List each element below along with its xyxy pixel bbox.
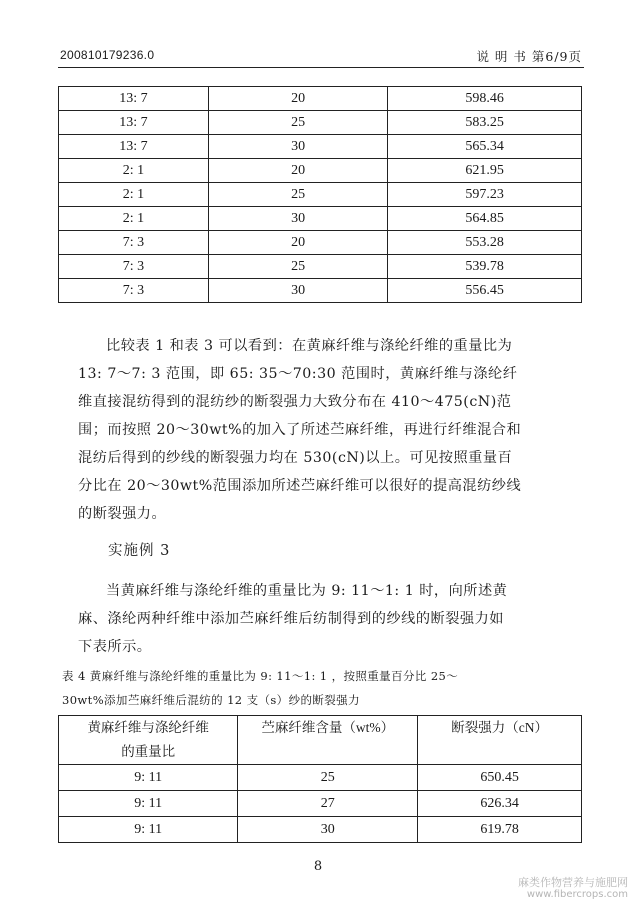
table-4-caption bbox=[62, 664, 584, 712]
ratio-cell: 7: 3 bbox=[59, 231, 209, 255]
ramie-content-cell: 20 bbox=[208, 87, 388, 111]
table-row bbox=[59, 183, 582, 207]
table-3-continued bbox=[58, 86, 582, 303]
ramie-content-cell: 30 bbox=[208, 279, 388, 303]
table-row bbox=[59, 279, 582, 303]
paragraph-line: 围；而按照 20～30wt%的加入了所述苎麻纤维，再进行纤维混合和 bbox=[78, 422, 522, 438]
watermark-url: www.fibercrops.com bbox=[526, 889, 628, 900]
paragraph-line: 当黄麻纤维与涤纶纤维的重量比为 9: 11～1: 1 时，向所述黄 bbox=[106, 583, 508, 599]
breaking-strength-cell: 597.23 bbox=[388, 183, 582, 207]
breaking-strength-cell: 598.46 bbox=[388, 87, 582, 111]
paragraph-line: 13: 7～7: 3 范围，即 65: 35～70:30 范围时，黄麻纤维与涤纶纤 bbox=[78, 366, 518, 382]
paragraph-line: 麻、涤纶两种纤维中添加苎麻纤维后纺制得到的纱线的断裂强力如 bbox=[78, 611, 504, 627]
breaking-strength-cell: 619.78 bbox=[418, 817, 582, 843]
breaking-strength-cell: 539.78 bbox=[388, 255, 582, 279]
table-row bbox=[59, 159, 582, 183]
breaking-strength-cell: 553.28 bbox=[388, 231, 582, 255]
ratio-cell: 2: 1 bbox=[59, 183, 209, 207]
watermark-text: 麻类作物营养与施肥网 bbox=[518, 876, 628, 889]
ratio-cell: 13: 7 bbox=[59, 135, 209, 159]
table-row bbox=[59, 87, 582, 111]
page-number: 8 bbox=[313, 859, 323, 874]
header-line: 黄麻纤维与涤纶纤维 bbox=[87, 720, 209, 735]
table-header-row bbox=[59, 716, 582, 765]
breaking-strength-cell: 650.45 bbox=[418, 765, 582, 791]
ramie-content-cell: 20 bbox=[208, 231, 388, 255]
table-row bbox=[59, 765, 582, 791]
ramie-content-cell: 20 bbox=[208, 159, 388, 183]
table-row bbox=[59, 135, 582, 159]
header-line: 的重量比 bbox=[121, 744, 176, 759]
table-row bbox=[59, 255, 582, 279]
ramie-content-cell: 30 bbox=[208, 135, 388, 159]
ramie-content-cell: 30 bbox=[238, 817, 418, 843]
breaking-strength-cell: 564.85 bbox=[388, 207, 582, 231]
ratio-cell: 2: 1 bbox=[59, 159, 209, 183]
breaking-strength-cell: 626.34 bbox=[418, 791, 582, 817]
ramie-content-cell: 30 bbox=[208, 207, 388, 231]
ratio-header bbox=[59, 716, 238, 765]
breaking-strength-cell: 565.34 bbox=[388, 135, 582, 159]
ratio-cell: 9: 11 bbox=[59, 791, 238, 817]
ramie-content-cell: 27 bbox=[238, 791, 418, 817]
ramie-content-header: 苎麻纤维含量（wt%） bbox=[238, 716, 418, 765]
breaking-strength-cell: 621.95 bbox=[388, 159, 582, 183]
table-row bbox=[59, 207, 582, 231]
paragraph-line: 混纺后得到的纱线的断裂强力均在 530(cN)以上。可见按照重量百 bbox=[78, 450, 513, 466]
ramie-content-cell: 25 bbox=[208, 111, 388, 135]
breaking-strength-cell: 556.45 bbox=[388, 279, 582, 303]
page-header-label bbox=[476, 47, 582, 65]
table-row bbox=[59, 791, 582, 817]
ramie-content-cell: 25 bbox=[208, 255, 388, 279]
ratio-cell: 7: 3 bbox=[59, 255, 209, 279]
example-3-heading: 实施例 3 bbox=[108, 543, 171, 559]
comparison-paragraph bbox=[78, 332, 582, 528]
section-title: 说 明 书 bbox=[476, 49, 527, 64]
page-indicator: 第6/9页 bbox=[531, 49, 582, 64]
table-row bbox=[59, 231, 582, 255]
ratio-cell: 2: 1 bbox=[59, 207, 209, 231]
example-3-paragraph bbox=[78, 577, 582, 661]
ramie-content-cell: 25 bbox=[238, 765, 418, 791]
paragraph-line: 比较表 1 和表 3 可以看到：在黄麻纤维与涤纶纤维的重量比为 bbox=[106, 338, 513, 354]
paragraph-line: 的断裂强力。 bbox=[78, 506, 167, 522]
paragraph-line: 维直接混纺得到的混纺纱的断裂强力大致分布在 410～475(cN)范 bbox=[78, 394, 512, 410]
breaking-strength-cell: 583.25 bbox=[388, 111, 582, 135]
ramie-content-cell: 25 bbox=[208, 183, 388, 207]
paragraph-line: 下表所示。 bbox=[78, 639, 152, 655]
ratio-cell: 7: 3 bbox=[59, 279, 209, 303]
caption-line: 表 4 黄麻纤维与涤纶纤维的重量比为 9: 11～1: 1 ，按照重量百分比 25～ bbox=[62, 669, 459, 683]
table-4 bbox=[58, 715, 582, 843]
table-row bbox=[59, 111, 582, 135]
header-divider bbox=[58, 67, 584, 68]
ratio-cell: 9: 11 bbox=[59, 817, 238, 843]
breaking-strength-header: 断裂强力（cN） bbox=[418, 716, 582, 765]
table-row bbox=[59, 817, 582, 843]
document-number: 200810179236.0 bbox=[60, 48, 155, 62]
ratio-cell: 9: 11 bbox=[59, 765, 238, 791]
ratio-cell: 13: 7 bbox=[59, 87, 209, 111]
caption-line: 30wt%添加苎麻纤维后混纺的 12 支（s）纱的断裂强力 bbox=[62, 693, 360, 707]
ratio-cell: 13: 7 bbox=[59, 111, 209, 135]
paragraph-line: 分比在 20～30wt%范围添加所述苎麻纤维可以很好的提高混纺纱线 bbox=[78, 478, 522, 494]
